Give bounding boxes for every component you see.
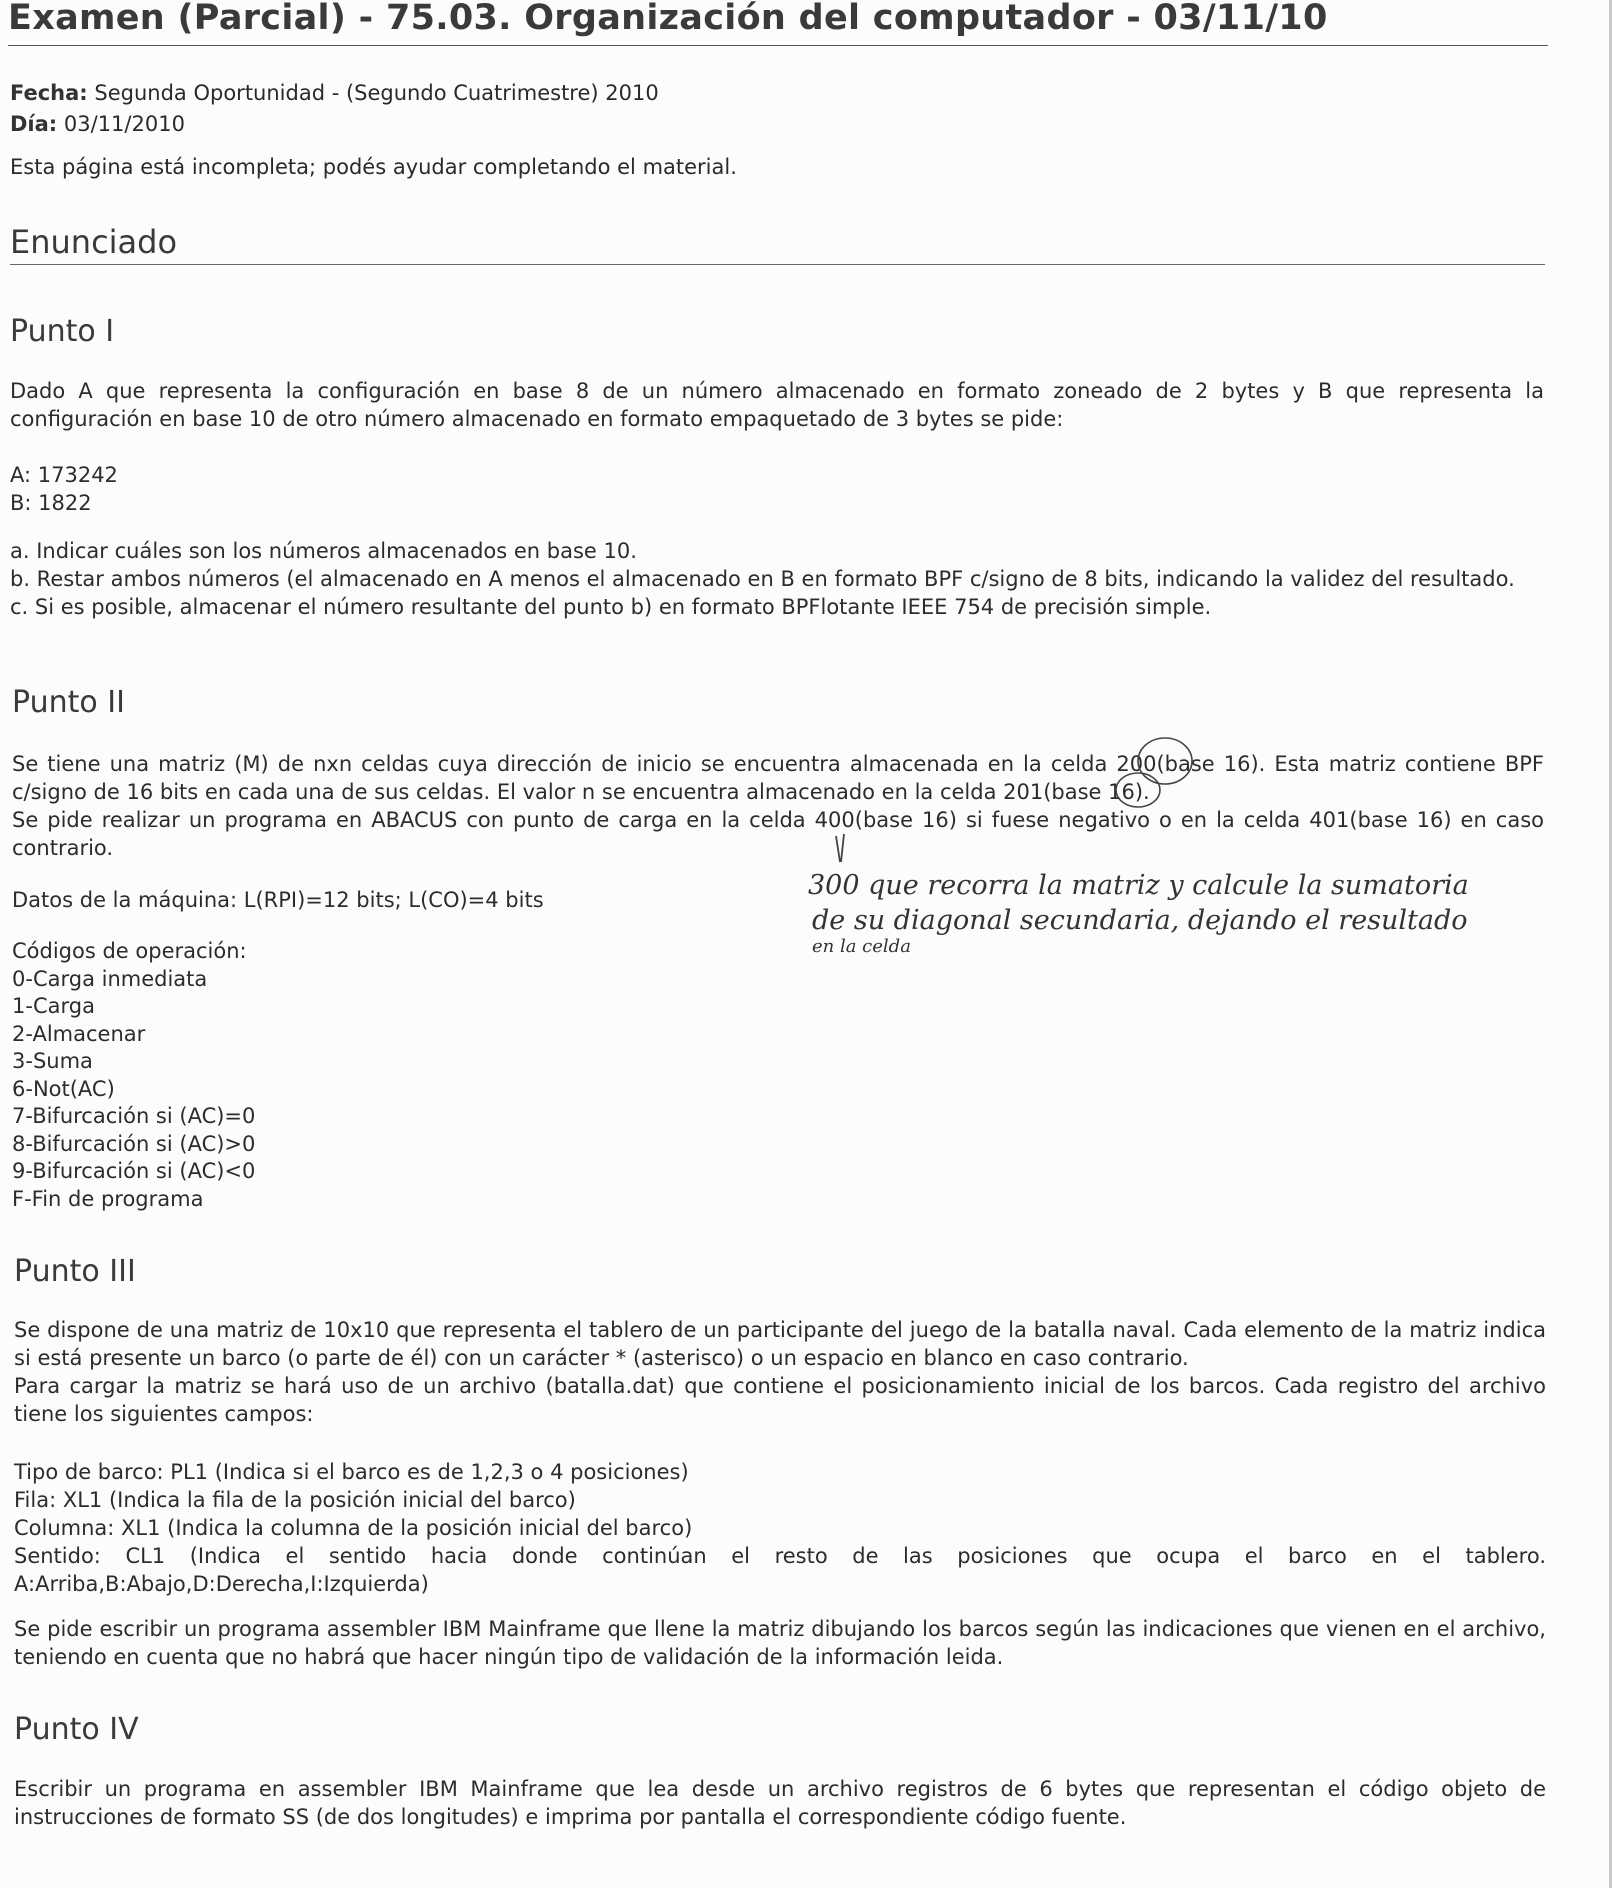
handwritten-note-line-3: en la celda xyxy=(812,936,911,957)
punto-1-intro: Dado A que representa la configuración en base 8 de un número almacenado en formato zoneado de 2 bytes y B que representa la configuración en base 10 de otro número almacenado en formato empaquetado de 3 bytes se pide: xyxy=(10,379,1544,431)
opcode-item: 6-Not(AC) xyxy=(12,1076,115,1101)
punto-3-task: Se pide escribir un programa assembler IBM Mainframe que llene la matriz dibujando los barcos según las indicaciones que vienen en el archivo, teniendo en cuenta que no habrá que hacer ningún tipo de validación de la información leida. xyxy=(14,1617,1546,1669)
field-item: Tipo de barco: PL1 (Indica si el barco es de 1,2,3 o 4 posiciones) xyxy=(14,1460,689,1484)
item-a: a. Indicar cuáles son los números almacenados en base 10. xyxy=(10,539,637,563)
opcode-item: 2-Almacenar xyxy=(12,1021,146,1046)
dia-label: Día: xyxy=(10,112,58,136)
dia-value: 03/11/2010 xyxy=(63,112,185,136)
incomplete-notice: Esta página está incompleta; podés ayudar completando el material. xyxy=(10,155,737,179)
field-item: Columna: XL1 (Indica la columna de la posición inicial del barco) xyxy=(14,1516,693,1540)
handwritten-note-line-2: de su diagonal secundaria, dejando el resultado xyxy=(812,905,1468,936)
insert-caret-mark xyxy=(836,836,840,862)
opcode-item: F-Fin de programa xyxy=(12,1186,204,1211)
record-fields xyxy=(14,1458,1546,1598)
machine-data: Datos de la máquina: L(RPI)=12 bits; L(CO)=4 bits xyxy=(12,888,544,912)
section-heading-enunciado: Enunciado xyxy=(10,222,1545,265)
punto-4-heading: Punto IV xyxy=(14,1712,139,1747)
opcode-item: 9-Bifurcación si (AC)<0 xyxy=(12,1159,256,1183)
opcode-item: 3-Suma xyxy=(12,1049,93,1073)
opcodes-title: Códigos de operación: xyxy=(12,939,247,963)
opcode-item: 7-Bifurcación si (AC)=0 xyxy=(12,1104,256,1128)
field-item: Sentido: CL1 (Indica el sentido hacia donde continúan el resto de las posiciones que ocupa el barco en el tablero. A:Arriba,B:Abajo,D:Derecha,I:Izquierda) xyxy=(14,1544,1546,1596)
punto-2-program: Se pide realizar un programa en ABACUS con punto de carga en la celda 400(base 16) si fuese negativo o en la celda 401(base 16) en caso contrario. xyxy=(12,808,1544,860)
punto-3-load: Para cargar la matriz se hará uso de un archivo (batalla.dat) que contiene el posicionamiento inicial de los barcos. Cada registro del archivo tiene los siguientes campos: xyxy=(14,1374,1546,1426)
page-title: Examen (Parcial) - 75.03. Organización del computador - 03/11/10 xyxy=(8,0,1548,46)
punto-3-body xyxy=(14,1316,1546,1428)
punto-2-intro: Se tiene una matriz (M) de nxn celdas cuya dirección de inicio se encuentra almacenada en la celda 200(base 16). Esta matriz contiene BPF c/signo de 16 bits en cada una de sus celdas. El valor n se encuentra almacenado en la celda 201(base 16). xyxy=(12,752,1544,804)
insert-caret-mark xyxy=(841,834,844,862)
item-c: c. Si es posible, almacenar el número resultante del punto b) en formato BPFlotante IEEE 754 de precisión simple. xyxy=(10,595,1212,619)
fecha-value: Segunda Oportunidad - (Segundo Cuatrimestre) 2010 xyxy=(94,81,659,105)
opcode-item: 8-Bifurcación si (AC)>0 xyxy=(12,1131,256,1156)
value-a: A: 173242 xyxy=(10,463,118,487)
handwritten-note-line-1: 300 que recorra la matriz y calcule la sumatoria xyxy=(808,870,1469,901)
opcode-item: 0-Carga inmediata xyxy=(12,966,208,991)
item-b: b. Restar ambos números (el almacenado en A menos el almacenado en B en formato BPF c/signo de 8 bits, indicando la validez del resultado. xyxy=(10,567,1515,591)
field-item: Fila: XL1 (Indica la fila de la posición inicial del barco) xyxy=(14,1488,576,1512)
circle-mark xyxy=(1116,773,1160,807)
fecha-label: Fecha: xyxy=(10,81,88,105)
punto-4-text: Escribir un programa en assembler IBM Mainframe que lea desde un archivo registros de 6 bytes que representan el código objeto de instrucciones de formato SS (de dos longitudes) e imprima por pantalla el correspondiente código fuente. xyxy=(14,1777,1546,1829)
punto-3-heading: Punto III xyxy=(14,1254,136,1289)
circle-mark xyxy=(1138,738,1192,784)
punto-3-intro: Se dispone de una matriz de 10x10 que representa el tablero de un participante del juego de la batalla naval. Cada elemento de la matriz indica si está presente un barco (o parte de él) con un carácter * (asterisco) o un espacio en blanco en caso contrario. xyxy=(14,1318,1546,1370)
value-b: B: 1822 xyxy=(10,491,92,515)
opcode-item: 1-Carga xyxy=(12,994,95,1018)
punto-1-heading: Punto I xyxy=(10,314,115,349)
punto-2-heading: Punto II xyxy=(12,685,125,720)
